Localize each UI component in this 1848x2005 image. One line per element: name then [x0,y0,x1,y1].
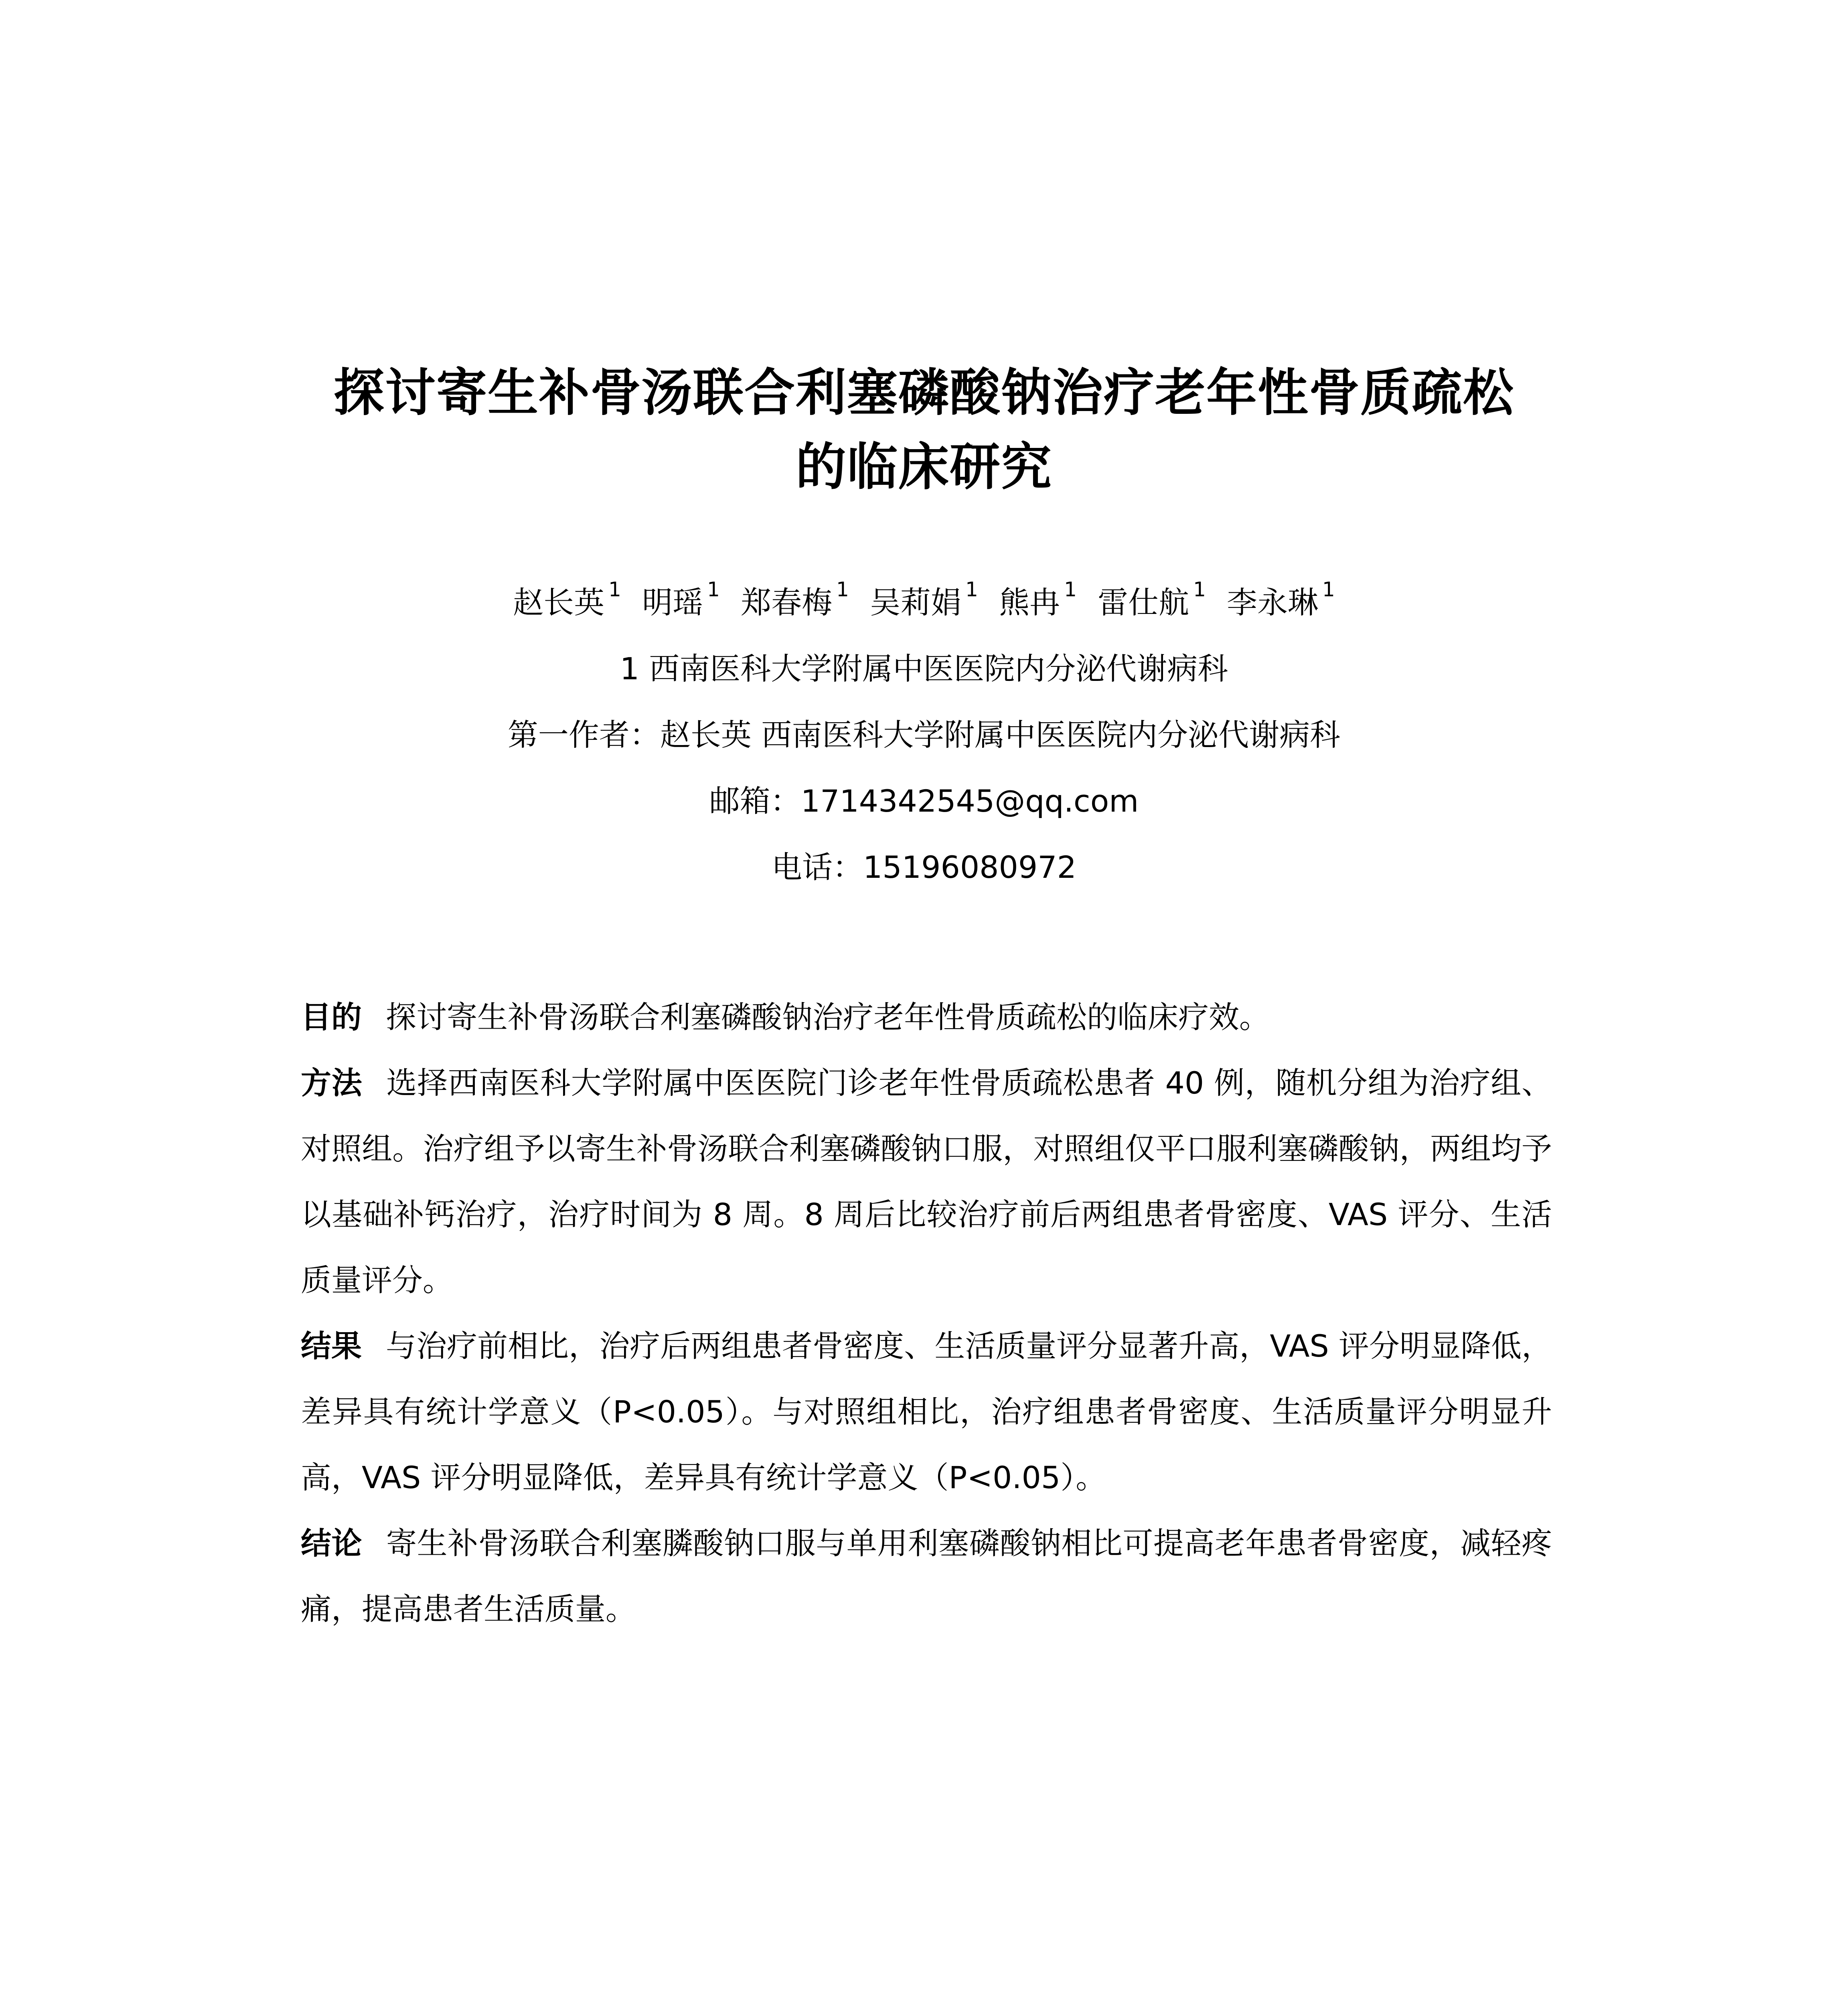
paper-title-line-1: 探讨寄生补骨汤联合利塞磷酸钠治疗老年性骨质疏松 [334,363,1514,422]
author-name: 明瑶 [642,585,703,620]
abstract-conclusion-text: 寄生补骨汤联合利塞膦酸钠口服与单用利塞磷酸钠相比可提高老年患者骨密度，减轻疼痛，提高患者生活质量。 [301,1525,1552,1627]
abstract-objective-label: 目的 [301,999,362,1035]
author-4 [870,578,978,620]
author-name: 李永琳 [1227,585,1319,620]
author-6 [1098,578,1206,620]
abstract-method-text: 选择西南医科大学附属中医医院门诊老年性骨质疏松患者 40 例，随机分组为治疗组、对照组。治疗组予以寄生补骨汤联合利塞磷酸钠口服，对照组仅平口服利塞磷酸钠，两组均予以基础补钙治疗，治疗时间为 8 周。8 周后比较治疗前后两组患者骨密度、VAS 评分、生活质量评分。 [301,1065,1552,1298]
abstract [301,984,1552,1642]
author-7 [1227,578,1335,620]
paper-title-line-2: 的临床研究 [796,437,1052,496]
author-name: 赵长英 [513,585,605,620]
abstract-conclusion-label: 结论 [301,1525,363,1561]
abstract-objective [301,984,1552,1050]
author-name: 熊冉 [999,585,1060,620]
abstract-result-text: 与治疗前相比，治疗后两组患者骨密度、生活质量评分显著升高，VAS 评分明显降低，差异具有统计学意义（P<0.05）。与对照组相比，治疗组患者骨密度、生活质量评分明显升高，VAS 评分明显降低，差异具有统计学意义（P<0.05）。 [301,1328,1552,1495]
author-affiliation-mark: 1 [608,578,621,601]
email-line: 邮箱：1714342545@qq.com [709,783,1139,819]
first-author-line: 第一作者：赵长英 西南医科大学附属中医医院内分泌代谢病科 [507,717,1341,753]
abstract-method-label: 方法 [301,1065,363,1101]
author-name: 郑春梅 [741,585,833,620]
author-3 [741,578,849,620]
abstract-method [301,1050,1552,1313]
author-1 [513,578,621,620]
abstract-objective-text: 探讨寄生补骨汤联合利塞磷酸钠治疗老年性骨质疏松的临床疗效。 [386,999,1270,1035]
abstract-result-label: 结果 [301,1328,362,1364]
author-5 [999,578,1077,620]
author-affiliation-mark: 1 [965,578,978,601]
abstract-result [301,1313,1552,1511]
author-affiliation-mark: 1 [1193,578,1206,601]
author-affiliation-mark: 1 [707,578,720,601]
author-2 [642,578,720,620]
author-name: 雷仕航 [1098,585,1189,620]
author-affiliation-mark: 1 [1064,578,1077,601]
affiliation: 1 西南医科大学附属中医医院内分泌代谢病科 [620,651,1228,687]
author-affiliation-mark: 1 [1322,578,1335,601]
phone-line: 电话：15196080972 [772,849,1076,885]
author-affiliation-mark: 1 [836,578,849,601]
author-list [257,578,1591,622]
abstract-conclusion [301,1511,1552,1642]
author-name: 吴莉娟 [870,585,962,620]
